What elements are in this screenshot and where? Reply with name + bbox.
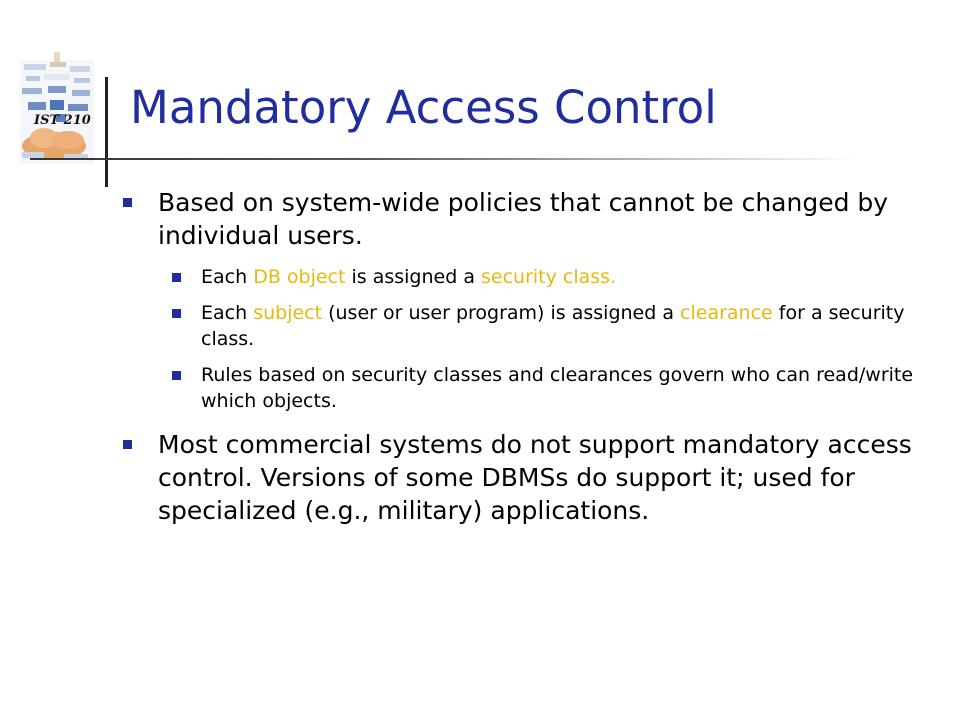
highlight-term: clearance — [680, 302, 773, 324]
title-horizontal-rule — [30, 158, 860, 160]
highlight-term: security class. — [481, 266, 617, 288]
bullet-text-part: Each — [201, 302, 254, 324]
bullet-system-wide-policies — [120, 186, 920, 252]
sub-bullet-rules — [120, 362, 920, 414]
bullet-square-icon — [172, 309, 181, 318]
bullet-square-icon — [172, 273, 181, 282]
bullet-text-part: Each — [201, 266, 254, 288]
bullet-text-part: is assigned a — [345, 266, 482, 288]
bullet-text-part: (user or user program) is assigned a — [322, 302, 681, 324]
bullet-text: Rules based on security classes and clearances govern who can read/write which objects. — [201, 364, 914, 412]
bullet-square-icon — [123, 198, 132, 207]
bullet-commercial-systems — [120, 428, 920, 527]
logo-label: IST 210 — [34, 113, 91, 128]
bullet-text-part: for a security class. — [201, 302, 905, 350]
slide-title: Mandatory Access Control — [130, 81, 717, 134]
slide-content — [120, 186, 920, 539]
course-logo-graphic — [14, 50, 100, 168]
bullet-text: Based on system-wide policies that cannot be changed by individual users. — [158, 188, 889, 250]
sub-bullet-subject-clearance — [120, 300, 920, 352]
sub-bullet-db-object — [120, 264, 920, 290]
bullet-text: Most commercial systems do not support mandatory access control. Versions of some DBMSs do support it; used for specialized (e.g., military) applications. — [158, 430, 912, 525]
bullet-square-icon — [172, 371, 181, 380]
bullet-square-icon — [123, 440, 132, 449]
course-logo — [14, 50, 100, 168]
highlight-term: subject — [253, 302, 323, 324]
title-vertical-rule — [105, 77, 108, 187]
highlight-term: DB object — [253, 266, 346, 288]
